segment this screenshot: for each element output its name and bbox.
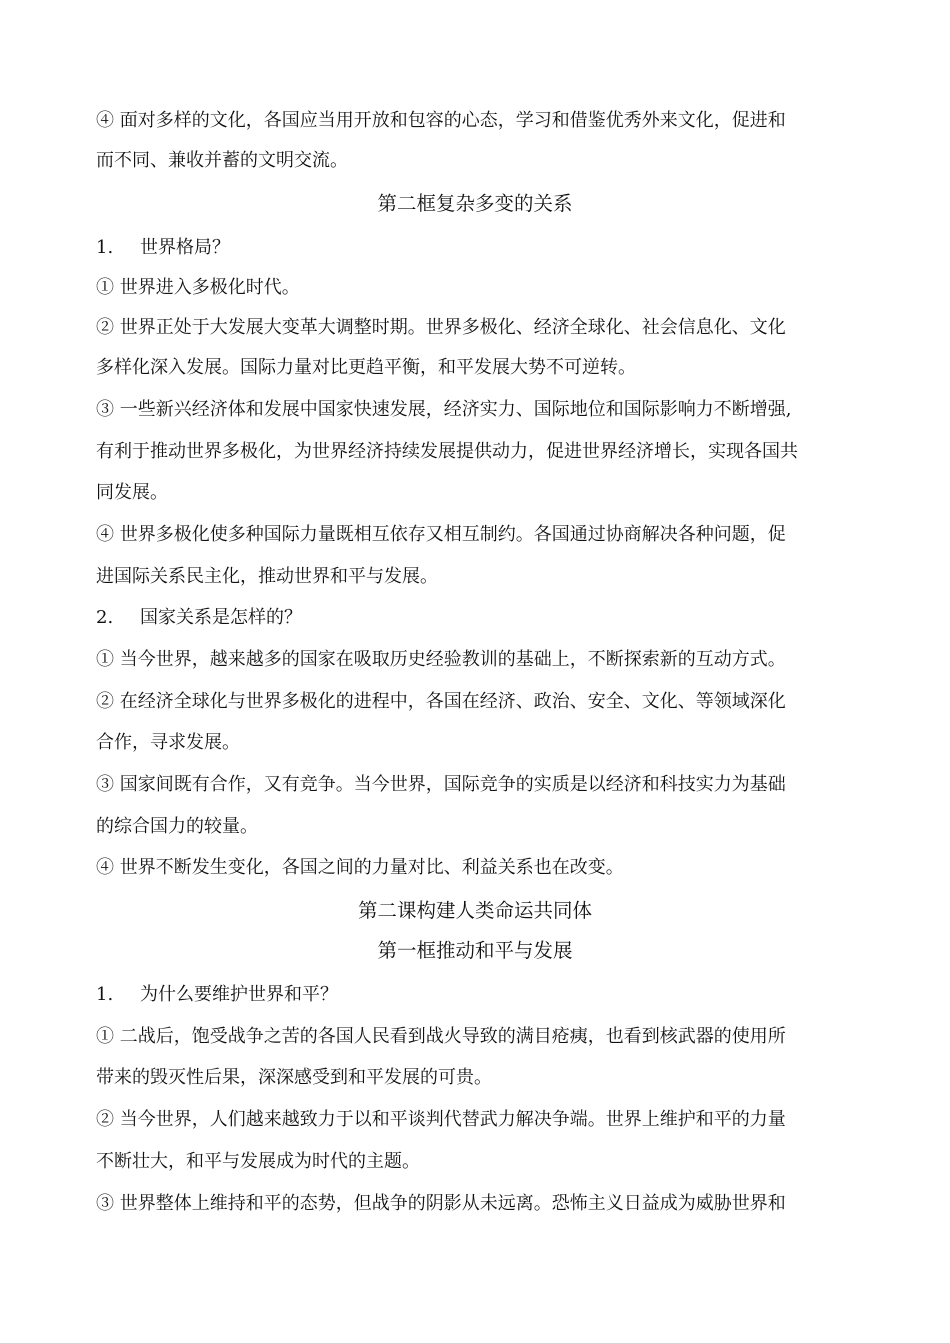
question-number: 2. (96, 607, 114, 628)
text-line: ② 当今世界，人们越来越致力于以和平谈判代替武力解决争端。世界上维护和平的力量 (96, 1109, 786, 1130)
text-line: ① 二战后，饱受战争之苦的各国人民看到战火导致的满目疮痍，也看到核武器的使用所 (96, 1026, 786, 1047)
question-number: 1. (96, 984, 114, 1005)
text-line: 有利于推动世界多极化，为世界经济持续发展提供动力，促进世界经济增长，实现各国共 (96, 441, 798, 462)
text-line: 同发展。 (96, 482, 168, 503)
text-line: ④ 面对多样的文化，各国应当用开放和包容的心态，学习和借鉴优秀外来文化，促进和 (96, 110, 786, 131)
section-title: 第二框复杂多变的关系 (377, 192, 573, 215)
text-line: 而不同、兼收并蓄的文明交流。 (96, 150, 348, 171)
text-line: ② 世界正处于大发展大变革大调整时期。世界多极化、经济全球化、社会信息化、文化 (96, 317, 786, 338)
text-line: ③ 世界整体上维持和平的态势，但战争的阴影从未远离。恐怖主义日益成为威胁世界和 (96, 1193, 786, 1214)
section-title: 第一框推动和平与发展 (377, 939, 573, 962)
text-line: ① 世界进入多极化时代。 (96, 277, 300, 298)
text-line: ④ 世界多极化使多种国际力量既相互依存又相互制约。各国通过协商解决各种问题，促 (96, 524, 786, 545)
question-number: 1. (96, 237, 114, 258)
question-heading: 1. 世界格局？ (96, 231, 230, 265)
text-line: ② 在经济全球化与世界多极化的进程中，各国在经济、政治、安全、文化、等领域深化 (96, 691, 786, 712)
text-line: 的综合国力的较量。 (96, 816, 258, 837)
text-line: ① 当今世界，越来越多的国家在吸取历史经验教训的基础上，不断探索新的互动方式。 (96, 649, 786, 670)
text-line: 带来的毁灭性后果，深深感受到和平发展的可贵。 (96, 1067, 492, 1088)
text-line: ③ 国家间既有合作，又有竞争。当今世界，国际竞争的实质是以经济和科技实力为基础 (96, 774, 786, 795)
question-heading: 2. 国家关系是怎样的？ (96, 601, 302, 635)
text-line: 多样化深入发展。国际力量对比更趋平衡，和平发展大势不可逆转。 (96, 357, 636, 378)
text-line: ④ 世界不断发生变化，各国之间的力量对比、利益关系也在改变。 (96, 857, 624, 878)
text-line: 进国际关系民主化，推动世界和平与发展。 (96, 566, 438, 587)
text-line: ③ 一些新兴经济体和发展中国家快速发展，经济实力、国际地位和国际影响力不断增强, (96, 399, 792, 420)
text-line: 合作，寻求发展。 (96, 732, 240, 753)
text-line: 不断壮大，和平与发展成为时代的主题。 (96, 1151, 420, 1172)
chapter-title: 第二课构建人类命运共同体 (357, 899, 592, 922)
question-heading: 1. 为什么要维护世界和平？ (96, 978, 338, 1012)
